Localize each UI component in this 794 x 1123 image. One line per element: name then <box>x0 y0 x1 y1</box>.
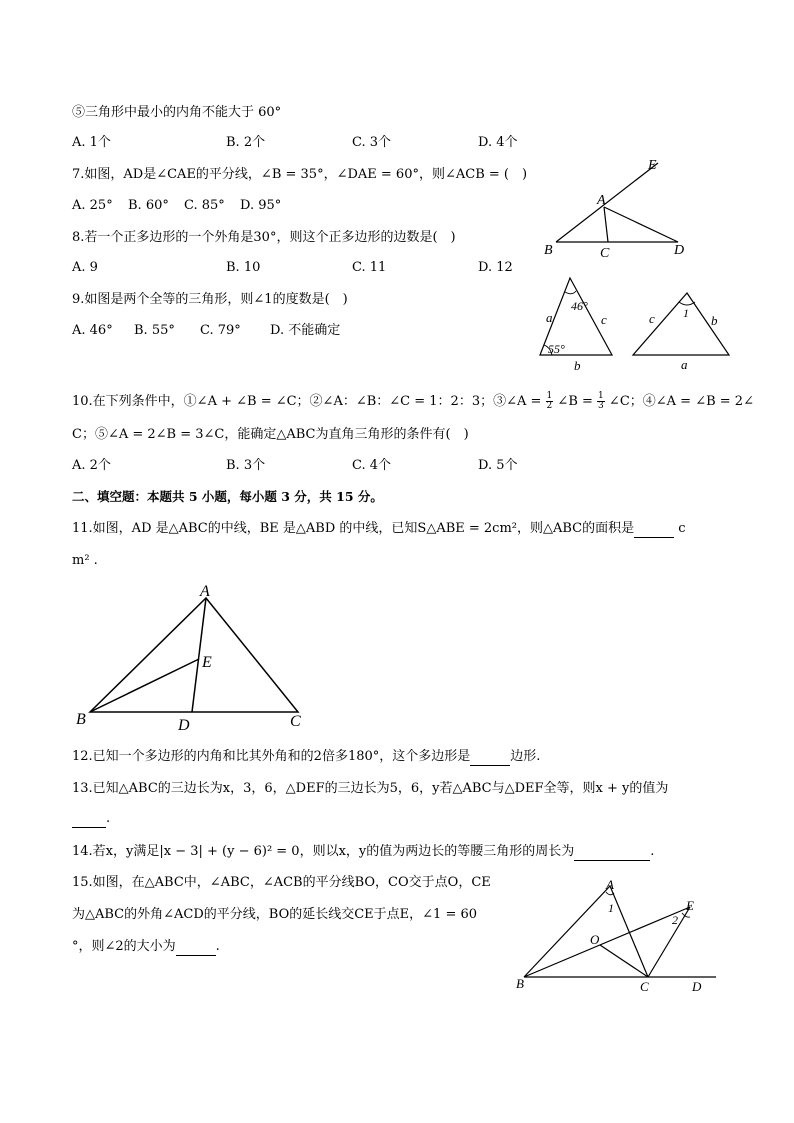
q5-option-d: D. 4个 <box>478 135 518 150</box>
q9-label-46deg: 46° <box>571 299 588 313</box>
q9-label-c-left: c <box>601 312 607 327</box>
q5-option-c: C. 3个 <box>352 135 392 150</box>
q7-label-b: B <box>544 243 553 258</box>
q15-label-c: C <box>640 979 649 994</box>
q9-option-c: C. 79° <box>200 323 241 338</box>
q8-option-c: C. 11 <box>352 260 387 275</box>
q14-line <box>72 843 654 861</box>
q9-figure-right-triangle <box>625 285 735 375</box>
section-2-heading: 二、填空题：本题共 5 小题，每小题 3 分，共 15 分。 <box>72 489 383 504</box>
q14-tail: . <box>650 844 655 859</box>
q10-line-1-part-c: ∠C；④∠A = ∠B = 2∠ <box>608 394 754 409</box>
q7-question-text: 7.如图，AD是∠CAE的平分线，∠B = 35°，∠DAE = 60°，则∠ACB = ( ) <box>72 167 528 182</box>
q10-line-1 <box>72 392 754 411</box>
q9-label-55deg: 55° <box>548 342 565 356</box>
q15-text: °，则∠2的大小为 <box>72 939 176 954</box>
q7-option-d: D. 95° <box>240 198 282 213</box>
q14-answer-blank[interactable] <box>574 846 650 861</box>
q10-frac1-num: 1 <box>546 391 553 401</box>
q11-label-d: D <box>178 717 190 734</box>
q13-line-1: 13.已知△ABC的三边长为x，3，6，△DEF的三边长为5，6，y若△ABC与△DEF全等，则x + y的值为 <box>72 781 669 796</box>
q9-label-angle-1: 1 <box>683 306 689 320</box>
q7-label-c: C <box>600 246 610 261</box>
q11-line-1 <box>72 520 686 538</box>
q11-label-a: A <box>200 583 210 600</box>
q10-line-1-part-b: ∠B = <box>557 394 593 409</box>
q12-text: 12.已知一个多边形的内角和比其外角和的2倍多180°，这个多边形是 <box>72 749 471 764</box>
q10-line-1-part-a: 10.在下列条件中，①∠A + ∠B = ∠C；②∠A：∠B：∠C = 1：2：3；③∠A = <box>72 394 542 409</box>
q9-option-d: D. 不能确定 <box>270 323 341 338</box>
q7-figure <box>540 155 700 265</box>
q7-option-b: B. 60° <box>128 198 169 213</box>
q10-option-d: D. 5个 <box>478 458 518 473</box>
q15-label-e: E <box>686 898 694 913</box>
q11-figure <box>72 582 312 732</box>
q9-label-b-left: b <box>574 358 581 373</box>
q9-label-a-left: a <box>546 310 553 325</box>
q15-label-o: O <box>590 932 600 947</box>
q9-option-b: B. 55° <box>134 323 175 338</box>
q9-label-a-right: a <box>681 357 688 372</box>
q13-answer-blank[interactable] <box>72 813 106 828</box>
q11-text: 11.如图，AD 是△ABC的中线，BE 是△ABD 的中线，已知S△ABE = 2cm²，则△ABC的面积是 <box>72 521 635 536</box>
q15-label-angle-1: 1 <box>608 901 614 915</box>
q5-option-b: B. 2个 <box>226 135 266 150</box>
q5-item-text: ⑤三角形中最小的内角不能大于 60° <box>72 105 282 120</box>
q15-label-angle-2: 2 <box>672 913 678 927</box>
q7-option-c: C. 85° <box>184 198 225 213</box>
q11-label-e: E <box>202 654 212 671</box>
q12-tail: 边形. <box>510 749 541 764</box>
q8-question-text: 8.若一个正多边形的一个外角是30°，则这个正多边形的边数是( ) <box>72 230 456 245</box>
q11-text-tail: c <box>678 521 686 536</box>
q15-tail: . <box>215 939 220 954</box>
q12-answer-blank[interactable] <box>470 751 510 766</box>
q13-tail: . <box>106 811 111 826</box>
q7-label-e: E <box>648 158 657 173</box>
q8-option-a: A. 9 <box>72 260 98 275</box>
q5-option-a: A. 1个 <box>72 135 111 150</box>
q15-answer-blank[interactable] <box>176 941 216 956</box>
q11-label-b: B <box>76 711 86 728</box>
q15-line-2: 为△ABC的外角∠ACD的平分线，BO的延长线交CE于点E，∠1 = 60 <box>72 907 478 922</box>
q9-question-text: 9.如图是两个全等的三角形，则∠1的度数是( ) <box>72 292 348 307</box>
q9-option-a: A. 46° <box>72 323 113 338</box>
q8-option-b: B. 10 <box>226 260 261 275</box>
q15-label-b: B <box>516 976 524 991</box>
q10-frac2-den: 3 <box>598 401 604 411</box>
q15-label-d: D <box>692 979 702 994</box>
q10-frac1-den: 2 <box>546 401 553 411</box>
q7-label-d: D <box>674 243 685 258</box>
q7-option-a: A. 25° <box>72 198 113 213</box>
q8-option-d: D. 12 <box>478 260 513 275</box>
q10-option-a: A. 2个 <box>72 458 111 473</box>
q11-label-c: C <box>290 713 301 730</box>
q15-line-1: 15.如图，在△ABC中，∠ABC，∠ACB的平分线BO，CO交于点O，CE <box>72 875 491 890</box>
q11-answer-blank[interactable] <box>634 523 674 538</box>
q13-line-2 <box>72 810 110 828</box>
q10-fraction-third <box>597 392 605 411</box>
q9-label-c-right: c <box>649 311 655 326</box>
q9-label-b-right: b <box>711 313 718 328</box>
q10-fraction-half <box>546 392 554 411</box>
q9-figure-left-triangle <box>530 270 620 375</box>
q7-label-a: A <box>597 193 606 208</box>
q15-label-a: A <box>606 877 614 892</box>
q15-figure <box>510 872 725 997</box>
q10-line-2: C；⑤∠A = 2∠B = 3∠C，能确定△ABC为直角三角形的条件有( ) <box>72 427 469 442</box>
q11-line-2: m² . <box>72 553 98 568</box>
q12-line <box>72 748 540 766</box>
q10-option-c: C. 4个 <box>352 458 392 473</box>
q14-text: 14.若x，y满足|x − 3| + (y − 6)² = 0，则以x，y的值为两边长的等腰三角形的周长为 <box>72 844 575 859</box>
q15-line-3 <box>72 938 220 956</box>
q10-frac2-num: 1 <box>598 391 604 401</box>
q10-option-b: B. 3个 <box>226 458 266 473</box>
